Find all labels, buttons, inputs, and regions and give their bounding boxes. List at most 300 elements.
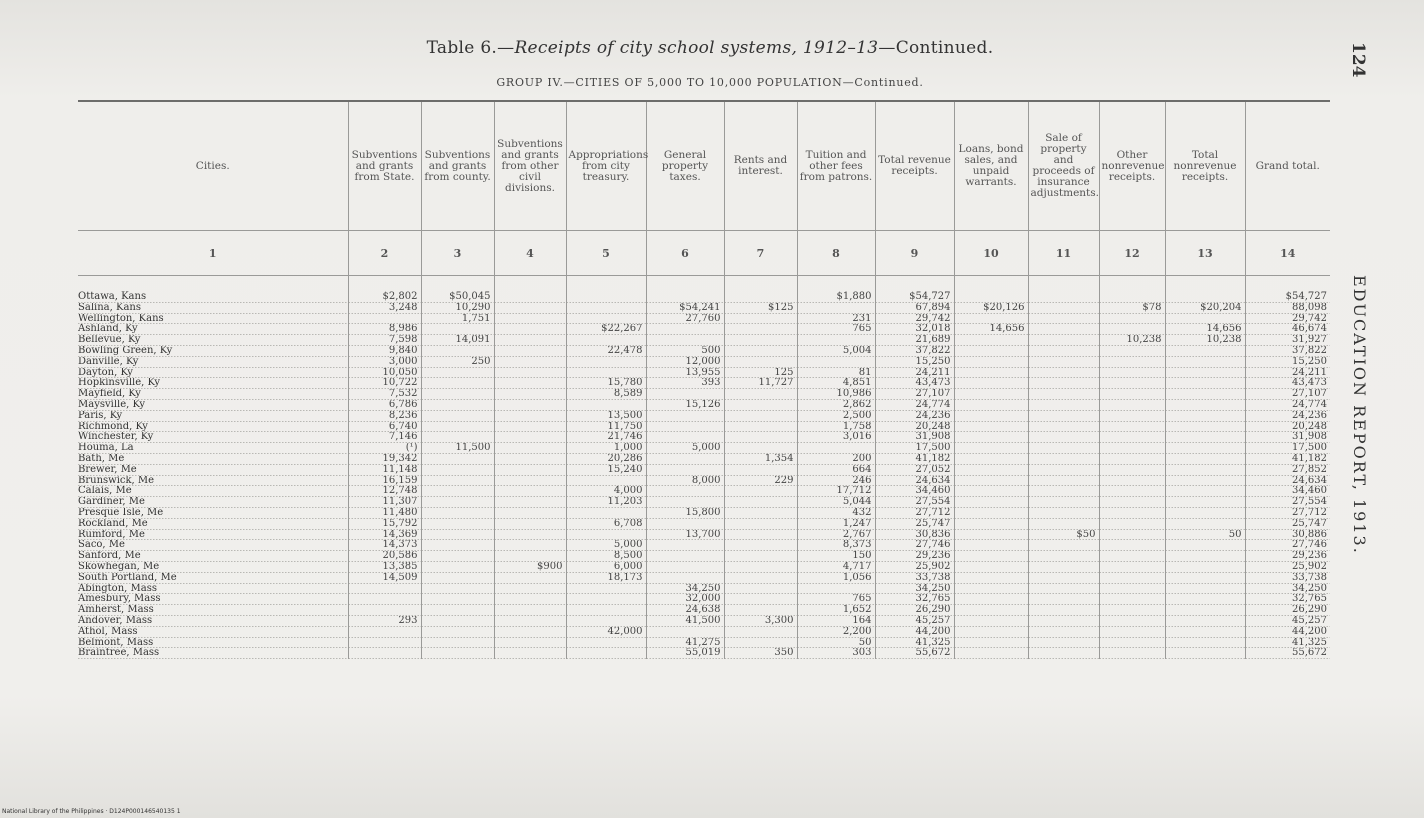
- value-cell: [1028, 357, 1099, 368]
- value-cell: $78: [1099, 303, 1165, 314]
- value-cell: [421, 540, 494, 551]
- value-cell: [954, 627, 1028, 638]
- city-name-cell: Ashland, Ky: [78, 324, 348, 335]
- value-cell: 20,286: [566, 454, 646, 465]
- table-row: [78, 508, 1330, 519]
- value-cell: 22,478: [566, 346, 646, 357]
- value-cell: [646, 573, 724, 584]
- value-cell: 7,598: [348, 335, 421, 346]
- value-cell: [1028, 627, 1099, 638]
- value-cell: [421, 454, 494, 465]
- value-cell: [646, 389, 724, 400]
- value-cell: [421, 346, 494, 357]
- value-cell: [421, 627, 494, 638]
- value-cell: $54,727: [1245, 276, 1330, 303]
- value-cell: 1,751: [421, 314, 494, 325]
- value-cell: [1028, 519, 1099, 530]
- column-number: 2: [348, 231, 421, 276]
- table-row: [78, 486, 1330, 497]
- value-cell: [1165, 519, 1245, 530]
- value-cell: 44,200: [875, 627, 954, 638]
- column-number: 12: [1099, 231, 1165, 276]
- value-cell: [646, 324, 724, 335]
- value-cell: [566, 476, 646, 487]
- value-cell: 13,385: [348, 562, 421, 573]
- value-cell: [421, 368, 494, 379]
- value-cell: [494, 324, 566, 335]
- value-cell: [724, 422, 797, 433]
- value-cell: 11,750: [566, 422, 646, 433]
- value-cell: [1028, 616, 1099, 627]
- value-cell: [1028, 465, 1099, 476]
- value-cell: [1028, 562, 1099, 573]
- value-cell: [1099, 540, 1165, 551]
- city-name-cell: Mayfield, Ky: [78, 389, 348, 400]
- value-cell: [1099, 400, 1165, 411]
- value-cell: [1028, 422, 1099, 433]
- value-cell: [494, 378, 566, 389]
- value-cell: [1099, 594, 1165, 605]
- table-row: [78, 303, 1330, 314]
- value-cell: [1099, 389, 1165, 400]
- value-cell: 41,325: [875, 638, 954, 649]
- value-cell: $22,267: [566, 324, 646, 335]
- column-number: 4: [494, 231, 566, 276]
- value-cell: 50: [1165, 530, 1245, 541]
- value-cell: 293: [348, 616, 421, 627]
- value-cell: 1,056: [797, 573, 875, 584]
- value-cell: 33,738: [875, 573, 954, 584]
- column-header: Tuition and other fees from patrons.: [797, 101, 875, 231]
- value-cell: [1099, 465, 1165, 476]
- value-cell: 25,747: [875, 519, 954, 530]
- value-cell: [421, 551, 494, 562]
- value-cell: [646, 432, 724, 443]
- column-number: 9: [875, 231, 954, 276]
- value-cell: [954, 508, 1028, 519]
- value-cell: [954, 346, 1028, 357]
- value-cell: [646, 627, 724, 638]
- column-number: 7: [724, 231, 797, 276]
- value-cell: [494, 486, 566, 497]
- value-cell: 24,211: [1245, 368, 1330, 379]
- value-cell: [724, 627, 797, 638]
- value-cell: 45,257: [1245, 616, 1330, 627]
- value-cell: [1165, 432, 1245, 443]
- value-cell: [1165, 551, 1245, 562]
- value-cell: $50: [1028, 530, 1099, 541]
- value-cell: 67,894: [875, 303, 954, 314]
- value-cell: 2,200: [797, 627, 875, 638]
- value-cell: 11,148: [348, 465, 421, 476]
- value-cell: 15,780: [566, 378, 646, 389]
- value-cell: [797, 335, 875, 346]
- value-cell: [724, 400, 797, 411]
- value-cell: 10,050: [348, 368, 421, 379]
- value-cell: [954, 432, 1028, 443]
- value-cell: [954, 314, 1028, 325]
- value-cell: 20,248: [875, 422, 954, 433]
- value-cell: 46,674: [1245, 324, 1330, 335]
- value-cell: [1028, 497, 1099, 508]
- city-name-cell: Ottawa, Kans: [78, 276, 348, 303]
- value-cell: 27,107: [1245, 389, 1330, 400]
- value-cell: [494, 303, 566, 314]
- value-cell: 5,000: [566, 540, 646, 551]
- column-number: 8: [797, 231, 875, 276]
- table-row: [78, 335, 1330, 346]
- value-cell: [494, 422, 566, 433]
- value-cell: [566, 594, 646, 605]
- value-cell: [724, 324, 797, 335]
- value-cell: 41,182: [1245, 454, 1330, 465]
- value-cell: [1165, 584, 1245, 595]
- table-row: [78, 584, 1330, 595]
- column-header: Rents and interest.: [724, 101, 797, 231]
- value-cell: [724, 346, 797, 357]
- column-number: 3: [421, 231, 494, 276]
- value-cell: [1099, 519, 1165, 530]
- value-cell: [421, 422, 494, 433]
- value-cell: 27,052: [875, 465, 954, 476]
- value-cell: [1165, 605, 1245, 616]
- column-header: Appropriations from city treasury.: [566, 101, 646, 231]
- table-title-suffix: —Continued.: [878, 38, 994, 58]
- column-header: Cities.: [78, 101, 348, 231]
- value-cell: 8,373: [797, 540, 875, 551]
- value-cell: [1165, 357, 1245, 368]
- value-cell: [494, 314, 566, 325]
- value-cell: [1165, 594, 1245, 605]
- value-cell: 15,800: [646, 508, 724, 519]
- value-cell: [1028, 314, 1099, 325]
- value-cell: 11,500: [421, 443, 494, 454]
- value-cell: 34,250: [1245, 584, 1330, 595]
- table-row: [78, 638, 1330, 649]
- value-cell: [954, 584, 1028, 595]
- city-name-cell: Winchester, Ky: [78, 432, 348, 443]
- column-number: 11: [1028, 231, 1099, 276]
- value-cell: [954, 573, 1028, 584]
- value-cell: [494, 443, 566, 454]
- value-cell: [646, 497, 724, 508]
- value-cell: 25,902: [875, 562, 954, 573]
- scan-footer: National Library of the Philippines · D124P000146540135 1: [2, 808, 181, 815]
- value-cell: 42,000: [566, 627, 646, 638]
- value-cell: [954, 378, 1028, 389]
- value-cell: 17,500: [1245, 443, 1330, 454]
- value-cell: [421, 497, 494, 508]
- value-cell: 11,727: [724, 378, 797, 389]
- value-cell: 7,146: [348, 432, 421, 443]
- value-cell: [1099, 443, 1165, 454]
- value-cell: 5,004: [797, 346, 875, 357]
- value-cell: 27,852: [1245, 465, 1330, 476]
- value-cell: [1028, 324, 1099, 335]
- value-cell: 37,822: [1245, 346, 1330, 357]
- table-row: [78, 378, 1330, 389]
- value-cell: [494, 389, 566, 400]
- value-cell: [1099, 324, 1165, 335]
- value-cell: $2,802: [348, 276, 421, 303]
- value-cell: 350: [724, 648, 797, 659]
- city-name-cell: Braintree, Mass: [78, 648, 348, 659]
- table-row: [78, 465, 1330, 476]
- city-name-cell: Richmond, Ky: [78, 422, 348, 433]
- value-cell: 3,016: [797, 432, 875, 443]
- value-cell: 41,182: [875, 454, 954, 465]
- value-cell: 24,634: [875, 476, 954, 487]
- value-cell: [797, 443, 875, 454]
- value-cell: 15,250: [875, 357, 954, 368]
- city-name-cell: Bath, Me: [78, 454, 348, 465]
- value-cell: [954, 357, 1028, 368]
- city-name-cell: Bowling Green, Ky: [78, 346, 348, 357]
- value-cell: 34,460: [1245, 486, 1330, 497]
- value-cell: [954, 465, 1028, 476]
- value-cell: [1099, 497, 1165, 508]
- city-name-cell: Presque Isle, Me: [78, 508, 348, 519]
- table-title-prefix: Table 6.—: [426, 38, 515, 58]
- table-row: [78, 562, 1330, 573]
- value-cell: [348, 605, 421, 616]
- value-cell: 30,886: [1245, 530, 1330, 541]
- value-cell: [646, 422, 724, 433]
- value-cell: [1099, 605, 1165, 616]
- value-cell: 11,480: [348, 508, 421, 519]
- value-cell: [566, 605, 646, 616]
- table-row: [78, 594, 1330, 605]
- value-cell: 4,717: [797, 562, 875, 573]
- value-cell: 3,300: [724, 616, 797, 627]
- value-cell: 19,342: [348, 454, 421, 465]
- value-cell: [421, 519, 494, 530]
- value-cell: 37,822: [875, 346, 954, 357]
- value-cell: 432: [797, 508, 875, 519]
- value-cell: 246: [797, 476, 875, 487]
- value-cell: 81: [797, 368, 875, 379]
- value-cell: 32,000: [646, 594, 724, 605]
- value-cell: 6,786: [348, 400, 421, 411]
- value-cell: 24,211: [875, 368, 954, 379]
- value-cell: 125: [724, 368, 797, 379]
- value-cell: 664: [797, 465, 875, 476]
- value-cell: [1099, 357, 1165, 368]
- value-cell: [1028, 335, 1099, 346]
- value-cell: 303: [797, 648, 875, 659]
- value-cell: [797, 584, 875, 595]
- value-cell: [1165, 454, 1245, 465]
- value-cell: 26,290: [1245, 605, 1330, 616]
- value-cell: [724, 584, 797, 595]
- value-cell: [566, 357, 646, 368]
- value-cell: [724, 443, 797, 454]
- column-number: 1: [78, 231, 348, 276]
- table-row: [78, 627, 1330, 638]
- column-header: Grand total.: [1245, 101, 1330, 231]
- value-cell: $1,880: [797, 276, 875, 303]
- value-cell: 41,500: [646, 616, 724, 627]
- value-cell: [1099, 476, 1165, 487]
- city-name-cell: Rumford, Me: [78, 530, 348, 541]
- value-cell: [954, 400, 1028, 411]
- value-cell: [566, 303, 646, 314]
- value-cell: 55,019: [646, 648, 724, 659]
- value-cell: [797, 357, 875, 368]
- value-cell: [494, 476, 566, 487]
- value-cell: [566, 400, 646, 411]
- value-cell: 8,000: [646, 476, 724, 487]
- table-row: [78, 276, 1330, 303]
- value-cell: [954, 476, 1028, 487]
- table-row: [78, 454, 1330, 465]
- value-cell: [1028, 276, 1099, 303]
- table-row: [78, 411, 1330, 422]
- value-cell: 2,862: [797, 400, 875, 411]
- value-cell: [421, 476, 494, 487]
- column-header: Total nonrevenue receipts.: [1165, 101, 1245, 231]
- city-name-cell: Hopkinsville, Ky: [78, 378, 348, 389]
- value-cell: [646, 335, 724, 346]
- value-cell: [421, 400, 494, 411]
- value-cell: [421, 378, 494, 389]
- value-cell: [724, 508, 797, 519]
- value-cell: 1,000: [566, 443, 646, 454]
- value-cell: [724, 530, 797, 541]
- value-cell: 1,247: [797, 519, 875, 530]
- value-cell: [1165, 540, 1245, 551]
- value-cell: 8,589: [566, 389, 646, 400]
- value-cell: [421, 432, 494, 443]
- value-cell: 17,500: [875, 443, 954, 454]
- value-cell: [1165, 400, 1245, 411]
- value-cell: 14,656: [1165, 324, 1245, 335]
- value-cell: [1165, 616, 1245, 627]
- value-cell: [1099, 368, 1165, 379]
- value-cell: [421, 389, 494, 400]
- value-cell: 44,200: [1245, 627, 1330, 638]
- city-name-cell: Houma, La: [78, 443, 348, 454]
- value-cell: 12,000: [646, 357, 724, 368]
- value-cell: 34,250: [646, 584, 724, 595]
- value-cell: 21,746: [566, 432, 646, 443]
- value-cell: [1099, 627, 1165, 638]
- table-row: [78, 530, 1330, 541]
- city-name-cell: Wellington, Kans: [78, 314, 348, 325]
- value-cell: 500: [646, 346, 724, 357]
- value-cell: [1165, 314, 1245, 325]
- column-header: General property taxes.: [646, 101, 724, 231]
- value-cell: 6,740: [348, 422, 421, 433]
- value-cell: [566, 314, 646, 325]
- value-cell: [566, 638, 646, 649]
- value-cell: [954, 454, 1028, 465]
- value-cell: [724, 551, 797, 562]
- value-cell: [954, 594, 1028, 605]
- value-cell: [1165, 443, 1245, 454]
- value-cell: 27,760: [646, 314, 724, 325]
- value-cell: 24,236: [1245, 411, 1330, 422]
- value-cell: 25,902: [1245, 562, 1330, 573]
- value-cell: 11,307: [348, 497, 421, 508]
- value-cell: 27,554: [1245, 497, 1330, 508]
- value-cell: [494, 551, 566, 562]
- value-cell: [954, 422, 1028, 433]
- value-cell: $20,126: [954, 303, 1028, 314]
- table-row: [78, 422, 1330, 433]
- value-cell: [1099, 508, 1165, 519]
- value-cell: [1099, 562, 1165, 573]
- value-cell: 50: [797, 638, 875, 649]
- value-cell: [421, 648, 494, 659]
- value-cell: [494, 627, 566, 638]
- receipts-table: [78, 100, 1330, 659]
- value-cell: [421, 605, 494, 616]
- city-name-cell: Rockland, Me: [78, 519, 348, 530]
- value-cell: 10,238: [1099, 335, 1165, 346]
- value-cell: [724, 573, 797, 584]
- value-cell: 27,712: [875, 508, 954, 519]
- column-header: Total revenue receipts.: [875, 101, 954, 231]
- city-name-cell: Amherst, Mass: [78, 605, 348, 616]
- value-cell: 3,000: [348, 357, 421, 368]
- value-cell: [1028, 411, 1099, 422]
- value-cell: 10,986: [797, 389, 875, 400]
- value-cell: 2,767: [797, 530, 875, 541]
- city-name-cell: Maysville, Ky: [78, 400, 348, 411]
- value-cell: [421, 530, 494, 541]
- value-cell: [348, 584, 421, 595]
- value-cell: [954, 519, 1028, 530]
- value-cell: 164: [797, 616, 875, 627]
- value-cell: [1165, 508, 1245, 519]
- table-row: [78, 400, 1330, 411]
- value-cell: (¹): [348, 443, 421, 454]
- value-cell: 33,738: [1245, 573, 1330, 584]
- value-cell: [1165, 389, 1245, 400]
- table-row: [78, 346, 1330, 357]
- city-name-cell: Gardiner, Me: [78, 497, 348, 508]
- value-cell: [646, 519, 724, 530]
- column-number: 5: [566, 231, 646, 276]
- value-cell: [954, 443, 1028, 454]
- value-cell: [494, 454, 566, 465]
- value-cell: [494, 497, 566, 508]
- value-cell: 4,000: [566, 486, 646, 497]
- city-name-cell: Brewer, Me: [78, 465, 348, 476]
- value-cell: [1028, 346, 1099, 357]
- value-cell: [1099, 648, 1165, 659]
- value-cell: 88,098: [1245, 303, 1330, 314]
- value-cell: [954, 411, 1028, 422]
- value-cell: 21,689: [875, 335, 954, 346]
- value-cell: [1099, 411, 1165, 422]
- value-cell: 15,126: [646, 400, 724, 411]
- value-cell: [724, 389, 797, 400]
- value-cell: 1,354: [724, 454, 797, 465]
- value-cell: [421, 616, 494, 627]
- value-cell: $125: [724, 303, 797, 314]
- city-name-cell: Calais, Me: [78, 486, 348, 497]
- value-cell: [724, 638, 797, 649]
- value-cell: 29,742: [875, 314, 954, 325]
- value-cell: [1028, 443, 1099, 454]
- value-cell: 43,473: [875, 378, 954, 389]
- column-header: Subventions and grants from State.: [348, 101, 421, 231]
- value-cell: [1165, 465, 1245, 476]
- value-cell: [566, 530, 646, 541]
- value-cell: [646, 562, 724, 573]
